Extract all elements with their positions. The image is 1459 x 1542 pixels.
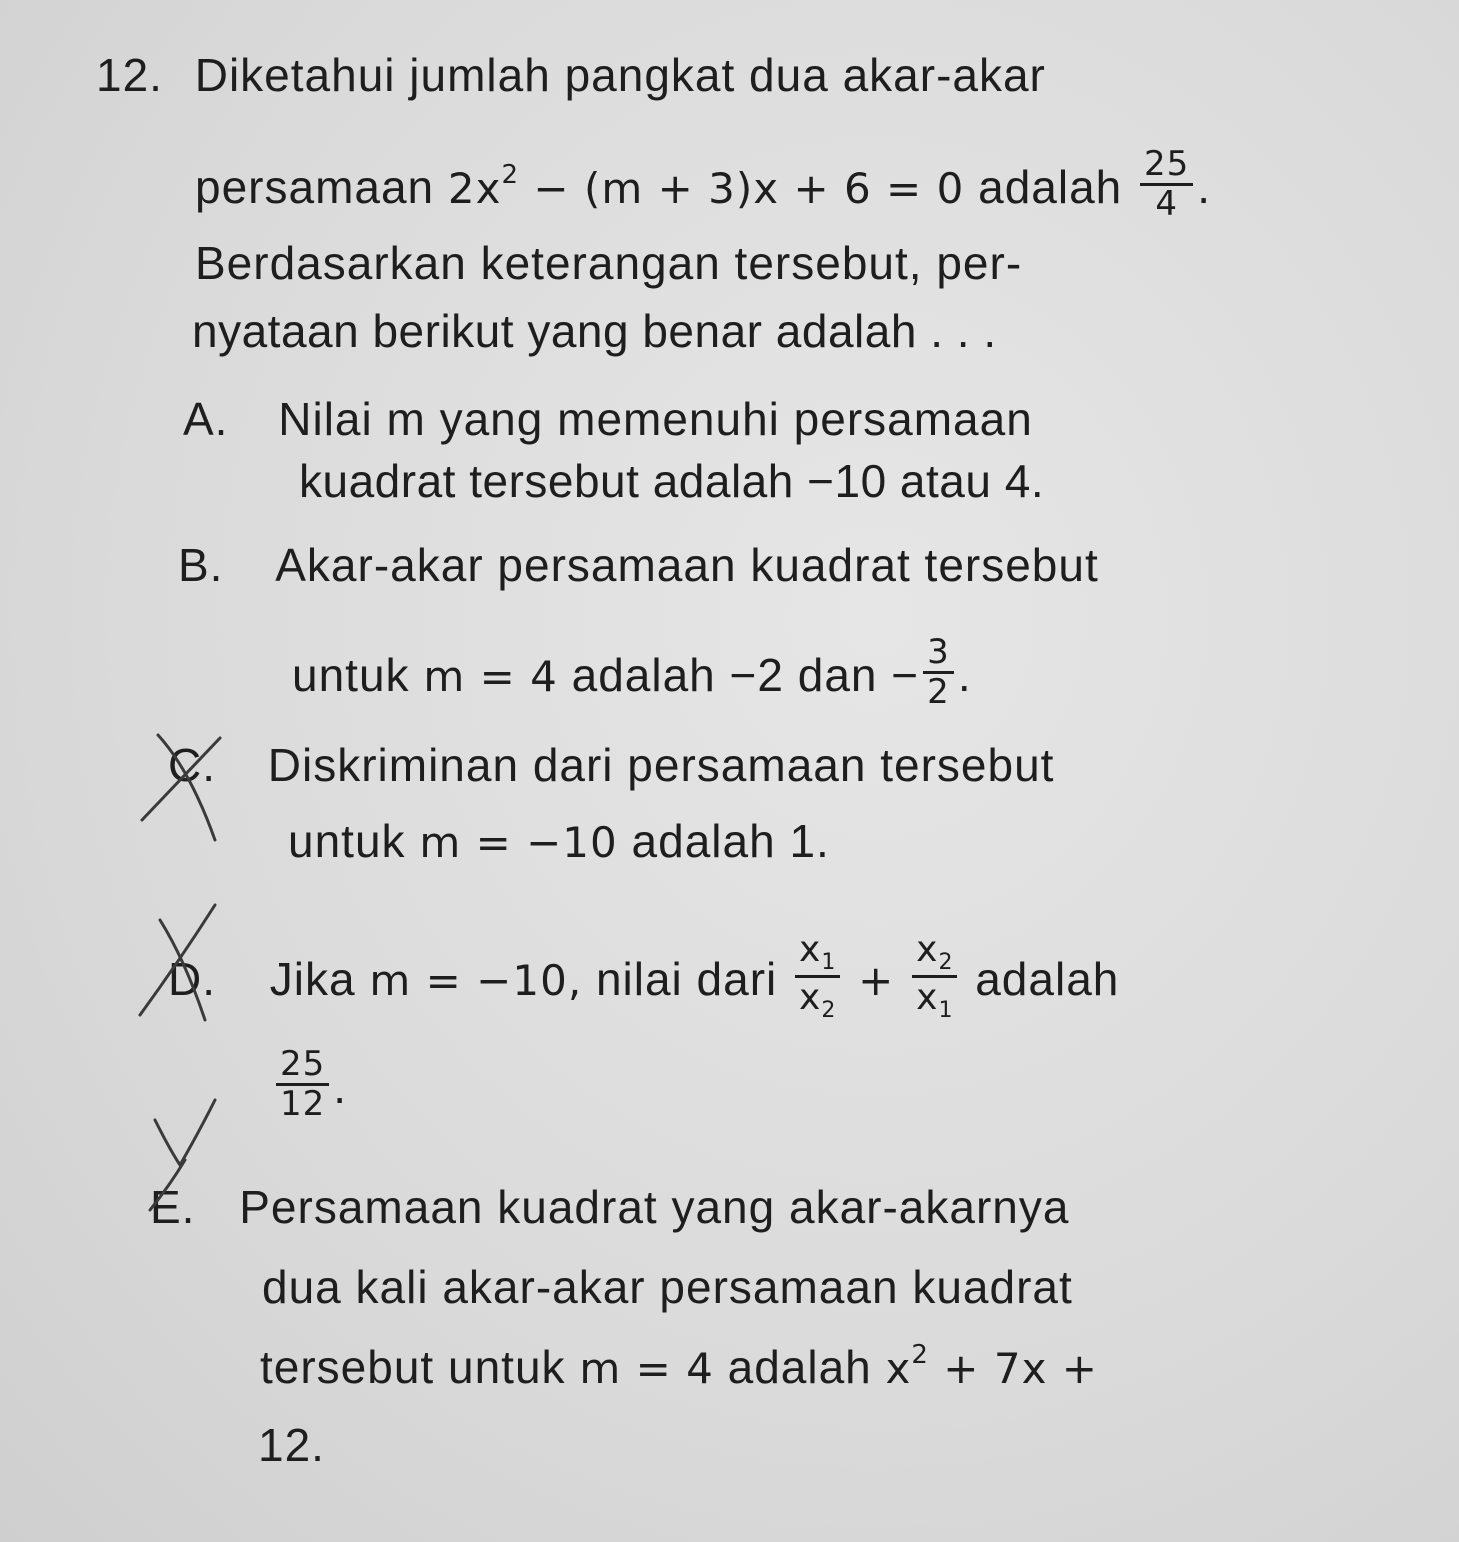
- question-line-2: persamaan $2x^2 - (m + 3)x + 6 = 0$ adalah $\frac{25}{4}$ .: [195, 144, 1212, 225]
- option-a-text-1: Nilai m yang memenuhi persamaan: [278, 393, 1033, 445]
- option-d-line-1: D. Jika m = −10, nilai dari $\frac{x_1}{x_2}$ + $\frac{x_2}{x_1}$ adalah: [168, 929, 1120, 1024]
- option-e-quadratic: $x^2 + 7x$ +: [885, 1340, 1098, 1393]
- question-line-3: Berdasarkan keterangan tersebut, per-: [195, 237, 1023, 289]
- option-b-line-2: untuk m = 4 adalah −2 dan − $\frac{3}{2}$ .: [292, 632, 972, 713]
- option-c-text-1: Diskriminan dari persamaan tersebut: [267, 739, 1055, 791]
- question-text-2-pre: persamaan: [195, 161, 435, 214]
- option-b-equation: m = 4: [423, 652, 558, 702]
- option-a-letter: A.: [183, 393, 229, 445]
- option-e-line-4: 12.: [258, 1419, 325, 1471]
- option-e-letter: E.: [150, 1181, 196, 1233]
- check-mark-d: [155, 1100, 215, 1165]
- option-b-line-1: [178, 539, 1099, 591]
- fraction-x2-x1: $\frac{x_2}{x_1}$: [912, 930, 957, 1023]
- quadratic-equation: $2x^2 - (m + 3)x + 6 = 0$: [447, 160, 965, 214]
- option-c-line-2: untuk m = −10 adalah 1.: [288, 815, 830, 867]
- option-b-text-1: Akar-akar persamaan kuadrat tersebut: [275, 539, 1099, 591]
- option-a-line-1: [183, 393, 1033, 445]
- question-line-1: [96, 49, 1046, 101]
- fraction-25-4: $\frac{25}{4}$: [1140, 146, 1193, 224]
- option-e-line-3: tersebut untuk m = 4 adalah $x^2 + 7x$ +: [260, 1340, 1098, 1393]
- option-e-text-1: Persamaan kuadrat yang akar-akarnya: [239, 1181, 1070, 1233]
- question-number: 12.: [96, 49, 163, 101]
- option-b-letter: B.: [178, 539, 224, 591]
- option-c-equation: m = −10: [419, 818, 618, 867]
- question-text-1: Diketahui jumlah pangkat dua akar-akar: [194, 49, 1046, 101]
- option-d-letter: D.: [168, 952, 216, 1005]
- question-text-2-mid: adalah: [978, 161, 1123, 214]
- option-e-line-2: dua kali akar-akar persamaan kuadrat: [262, 1261, 1073, 1313]
- option-e-line-1: [150, 1181, 1070, 1233]
- fraction-3-2: $\frac{3}{2}$: [923, 634, 954, 712]
- option-c-letter: C.: [168, 739, 216, 791]
- option-d-equation: m = −10,: [369, 955, 583, 1005]
- option-e-equation: m = 4: [579, 1344, 714, 1393]
- option-a-line-2: kuadrat tersebut adalah −10 atau 4.: [299, 455, 1045, 507]
- fraction-x1-x2: $\frac{x_1}{x_2}$: [795, 930, 840, 1023]
- option-c-line-1: [168, 739, 1055, 791]
- question-line-4: nyataan berikut yang benar adalah . . .: [192, 305, 997, 357]
- option-d-line-2: $\frac{25}{12}$ .: [272, 1052, 347, 1130]
- fraction-25-12: $\frac{25}{12}$: [276, 1046, 329, 1124]
